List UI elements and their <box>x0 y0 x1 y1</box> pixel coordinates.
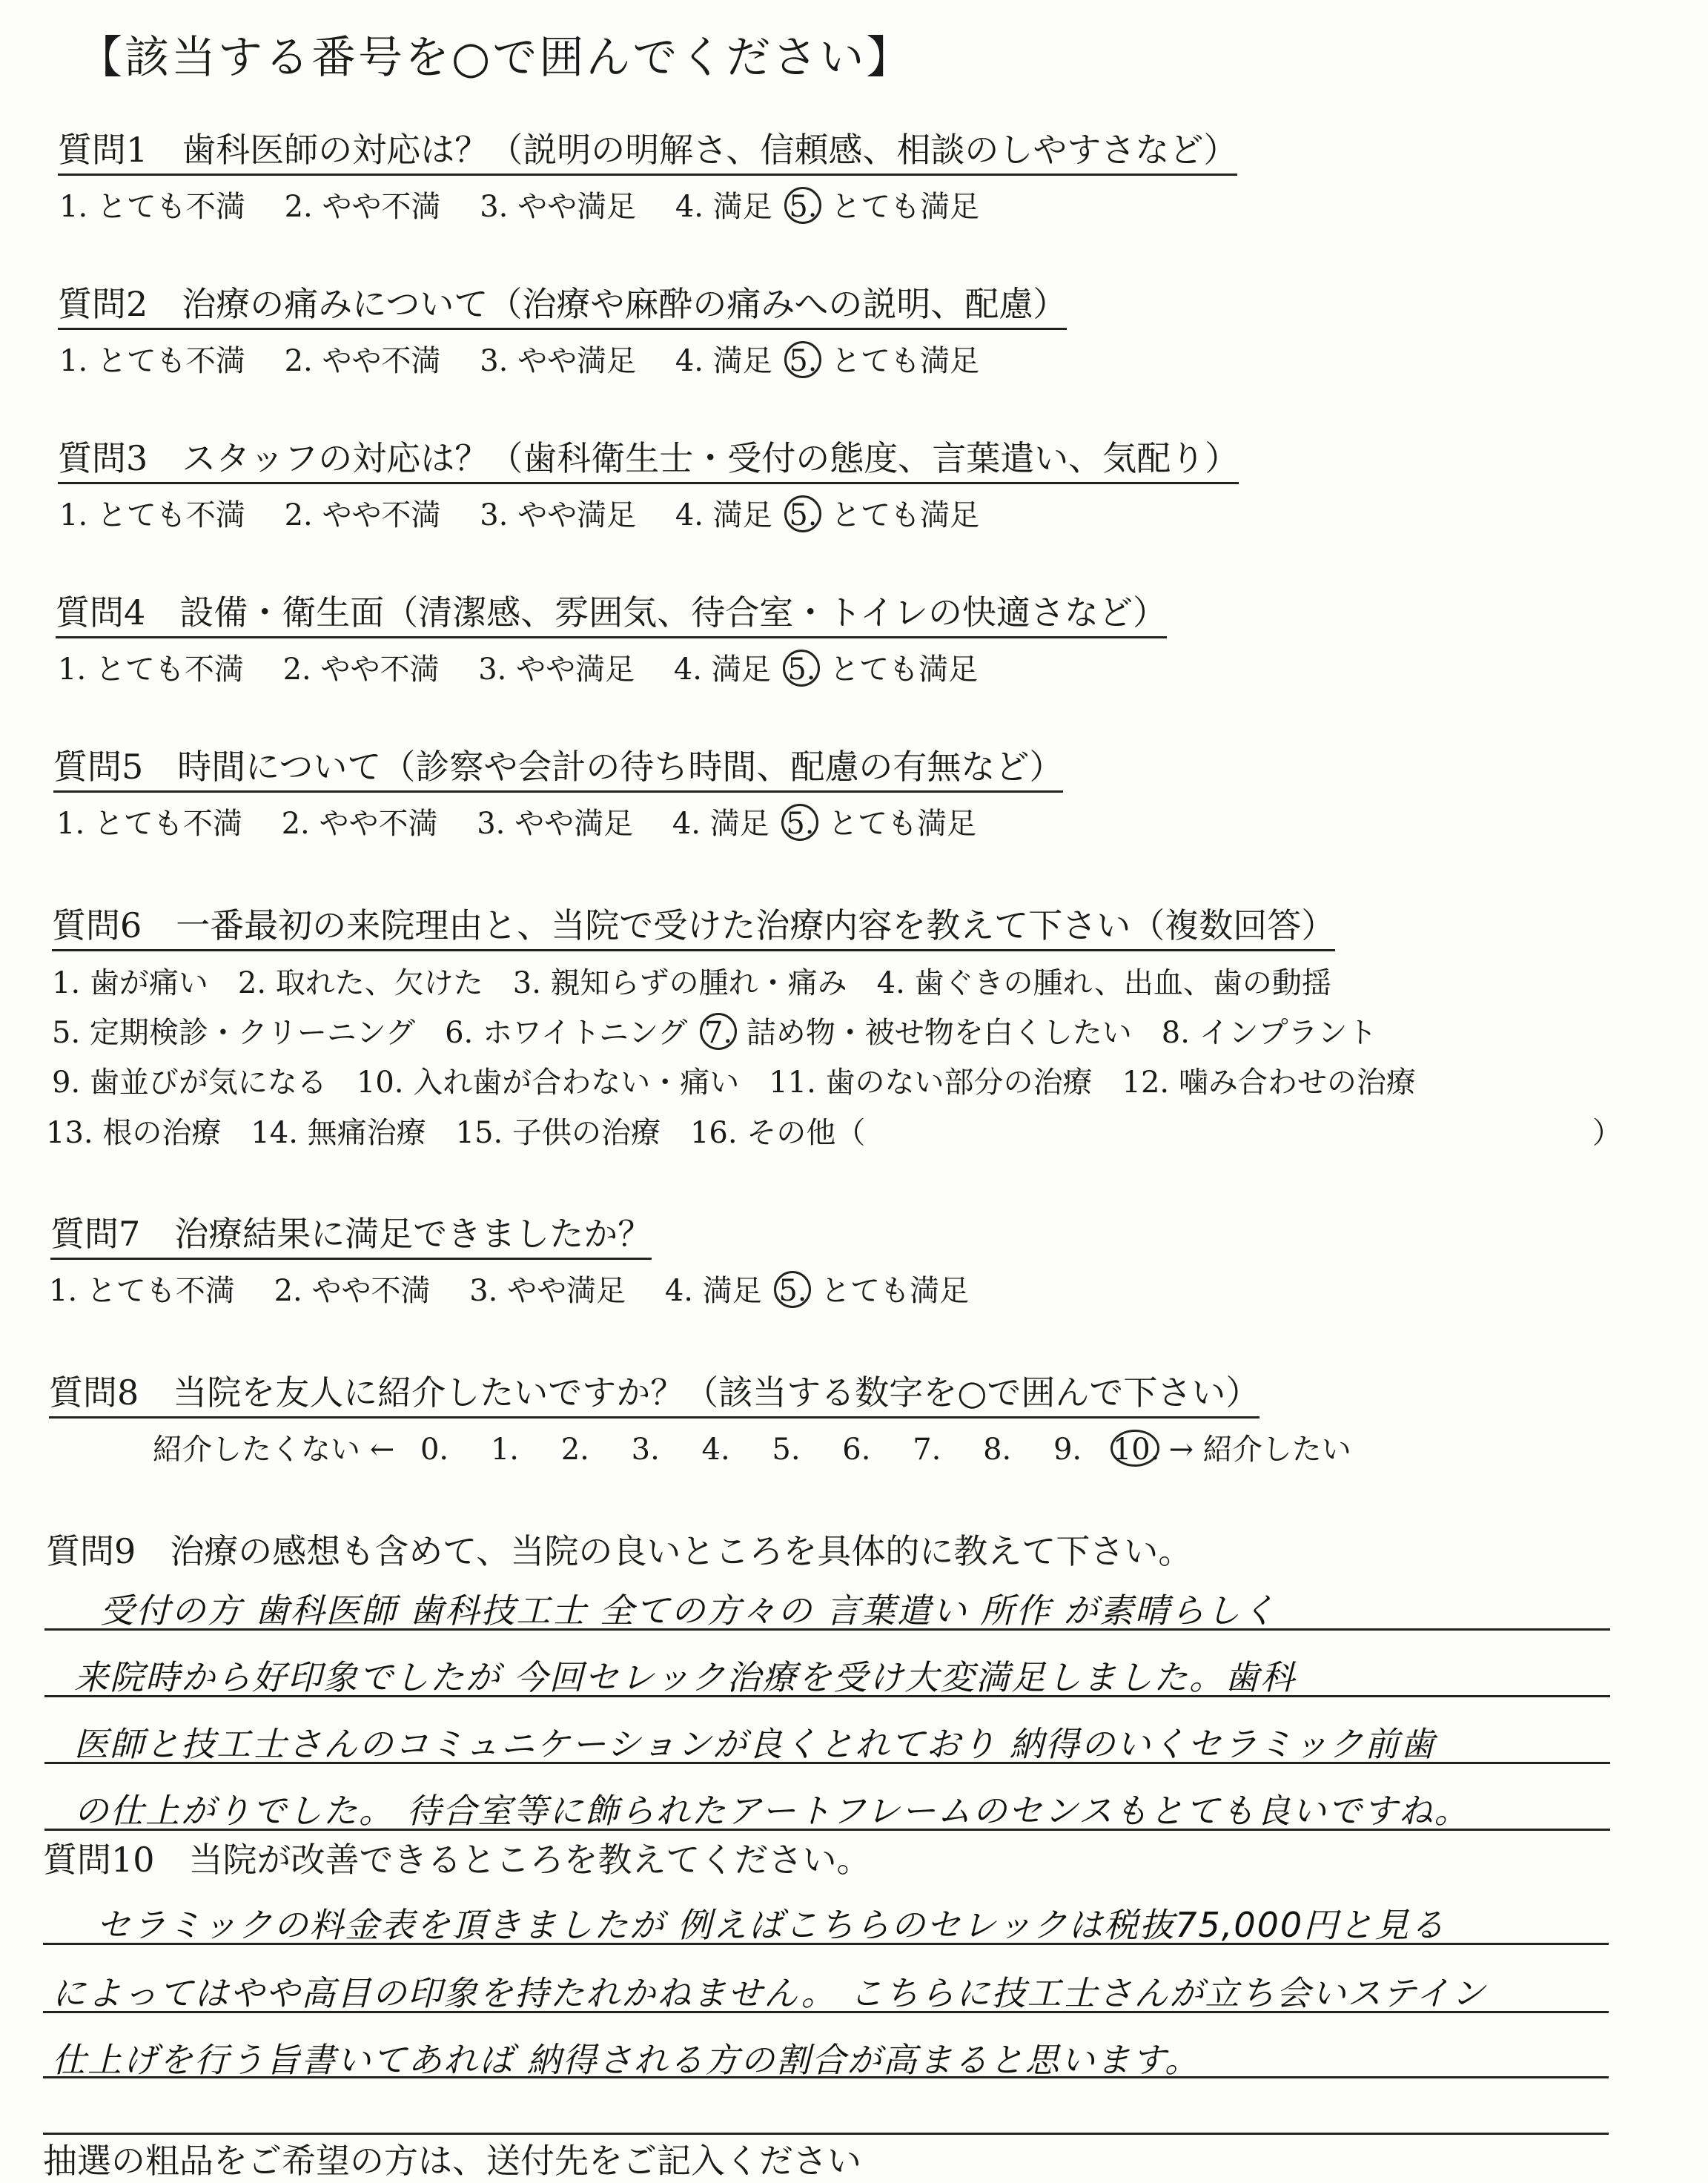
question-8-label: 質問8 当院を友人に紹介したいですか？（該当する数字を○で囲んで下さい） <box>49 1370 1260 1419</box>
question-9-label: 質問9 治療の感想も含めて、当院の良いところを具体的に教えて下さい。 <box>46 1531 1193 1571</box>
nps-scale <box>153 1430 1351 1469</box>
option-3[interactable]: 3. やや満足 <box>480 498 637 532</box>
nps-5[interactable]: 5. <box>772 1433 801 1467</box>
question-7-options <box>49 1271 969 1310</box>
option-1[interactable]: 1. とても不満 <box>56 807 242 841</box>
option-4[interactable]: 4. 満足 <box>673 653 771 687</box>
option-row2-b: 詰め物・被せ物を白くしたい 8. インプラント <box>746 1016 1377 1050</box>
question-5-label: 質問5 時間について（診察や会計の待ち時間、配慮の有無など） <box>53 744 1063 793</box>
question-6-row-3: 9. 歯並びが気になる 10. 入れ歯が合わない・痛い 11. 歯のない部分の治療 12. 噛み合わせの治療 <box>52 1066 1416 1100</box>
q9-answer-line-4[interactable]: の仕上がりでした。 待合室等に飾られたアートフレームのセンスもとても良いですね。 <box>74 1791 1470 1831</box>
question-10-label: 質問10 当院が改善できるところを教えてください。 <box>43 1840 871 1880</box>
nps-left-label: 紹介したくない ← <box>153 1433 395 1467</box>
nps-1[interactable]: 1. <box>490 1433 520 1467</box>
option-5-circled[interactable]: 5. <box>784 495 821 532</box>
nps-4[interactable]: 4. <box>701 1433 730 1467</box>
question-6-row-4-close: ） <box>1592 1116 1622 1150</box>
question-3-label: 質問3 スタッフの対応は？（歯科衛生士・受付の態度、言葉遣い、気配り） <box>58 436 1239 484</box>
option-5-label: とても満足 <box>831 344 980 378</box>
option-5-label: とても満足 <box>828 807 977 841</box>
q10-answer-line-1[interactable]: セラミックの料金表を頂きましたが 例えばこちらのセレックは税抜75,000円と見る <box>96 1905 1446 1945</box>
option-1[interactable]: 1. とても不満 <box>49 1274 235 1308</box>
question-6-label: 質問6 一番最初の来院理由と、当院で受けた治療内容を教えて下さい（複数回答） <box>52 903 1335 951</box>
option-4[interactable]: 4. 満足 <box>675 498 772 532</box>
option-3[interactable]: 3. やや満足 <box>477 807 634 841</box>
option-5-circled[interactable]: 5. <box>784 187 821 224</box>
option-5-circled[interactable]: 5. <box>781 804 818 841</box>
answer-line <box>43 2133 1609 2135</box>
nps-9[interactable]: 9. <box>1053 1433 1082 1467</box>
option-1[interactable]: 1. とても不満 <box>58 653 244 687</box>
option-2[interactable]: 2. やや不満 <box>274 1274 431 1308</box>
nps-2[interactable]: 2. <box>560 1433 589 1467</box>
option-2[interactable]: 2. やや不満 <box>284 190 441 224</box>
q9-answer-line-3[interactable]: 医師と技工士さんのコミュニケーションが良くとれており 納得のいくセラミック前歯 <box>74 1724 1436 1764</box>
nps-8[interactable]: 8. <box>983 1433 1012 1467</box>
question-5-options <box>56 804 976 843</box>
question-6-row-1: 1. 歯が痛い 2. 取れた、欠けた 3. 親知らずの腫れ・痛み 4. 歯ぐきの腫れ、出血、歯の動揺 <box>52 966 1331 1000</box>
option-2[interactable]: 2. やや不満 <box>282 653 440 687</box>
question-3-options <box>59 495 979 535</box>
question-2-label: 質問2 治療の痛みについて（治療や麻酔の痛みへの説明、配慮） <box>58 282 1067 330</box>
nps-7[interactable]: 7. <box>913 1433 941 1467</box>
footer-partial-text: 抽選の粗品をご希望の方は、送付先をご記入ください <box>43 2141 861 2181</box>
option-2[interactable]: 2. やや不満 <box>284 498 441 532</box>
question-6-row-2 <box>52 1013 1377 1052</box>
option-4[interactable]: 4. 満足 <box>675 344 772 378</box>
option-row2-a: 5. 定期検診・クリーニング 6. ホワイトニング <box>52 1016 688 1050</box>
option-5-label: とても満足 <box>821 1274 970 1308</box>
option-4[interactable]: 4. 満足 <box>675 190 772 224</box>
option-4[interactable]: 4. 満足 <box>664 1274 762 1308</box>
option-5-circled[interactable]: 5. <box>783 650 820 687</box>
option-2[interactable]: 2. やや不満 <box>284 344 441 378</box>
nps-0[interactable]: 0. <box>420 1433 449 1467</box>
option-3[interactable]: 3. やや満足 <box>478 653 635 687</box>
q9-answer-line-2[interactable]: 来院時から好印象でしたが 今回セレック治療を受け大変満足しました。歯科 <box>74 1657 1297 1697</box>
q9-answer-line-1[interactable]: 受付の方 歯科医師 歯科技工士 全ての方々の 言葉遣い 所作 が素晴らしく <box>100 1591 1277 1631</box>
option-1[interactable]: 1. とても不満 <box>59 190 245 224</box>
option-5-label: とても満足 <box>830 653 979 687</box>
question-1-label: 質問1 歯科医師の対応は？（説明の明解さ、信頼感、相談のしやすさなど） <box>58 128 1237 176</box>
option-5-label: とても満足 <box>831 498 980 532</box>
option-3[interactable]: 3. やや満足 <box>480 344 637 378</box>
option-3[interactable]: 3. やや満足 <box>480 190 637 224</box>
question-2-options <box>59 341 979 380</box>
question-4-options <box>58 650 978 689</box>
option-1[interactable]: 1. とても不満 <box>59 344 245 378</box>
option-5-circled[interactable]: 5. <box>774 1271 811 1308</box>
question-6-row-4: 13. 根の治療 14. 無痛治療 15. 子供の治療 16. その他（ <box>46 1116 866 1150</box>
option-3[interactable]: 3. やや満足 <box>469 1274 626 1308</box>
question-7-label: 質問7 治療結果に満足できましたか？ <box>50 1212 652 1260</box>
option-5-label: とても満足 <box>831 190 980 224</box>
page-title: 【該当する番号を○で囲んでください】 <box>78 32 913 84</box>
question-4-label: 質問4 設備・衛生面（清潔感、雰囲気、待合室・トイレの快適さなど） <box>56 590 1167 638</box>
q10-answer-line-3[interactable]: 仕上げを行う旨書いてあれば 納得される方の割合が高まると思います。 <box>52 2040 1200 2080</box>
option-5-circled[interactable]: 5. <box>784 341 821 378</box>
q10-answer-line-2[interactable]: によってはやや高目の印象を持たれかねません。 こちらに技工士さんが立ち会いステイン <box>52 1973 1487 2013</box>
nps-3[interactable]: 3. <box>631 1433 660 1467</box>
option-4[interactable]: 4. 満足 <box>672 807 769 841</box>
nps-6[interactable]: 6. <box>842 1433 871 1467</box>
option-7-circled[interactable]: 7. <box>700 1013 737 1050</box>
option-1[interactable]: 1. とても不満 <box>59 498 245 532</box>
nps-10-circled[interactable]: 10. <box>1110 1430 1159 1467</box>
option-2[interactable]: 2. やや不満 <box>281 807 438 841</box>
nps-right-label: → 紹介したい <box>1168 1433 1351 1467</box>
question-1-options <box>59 187 979 226</box>
